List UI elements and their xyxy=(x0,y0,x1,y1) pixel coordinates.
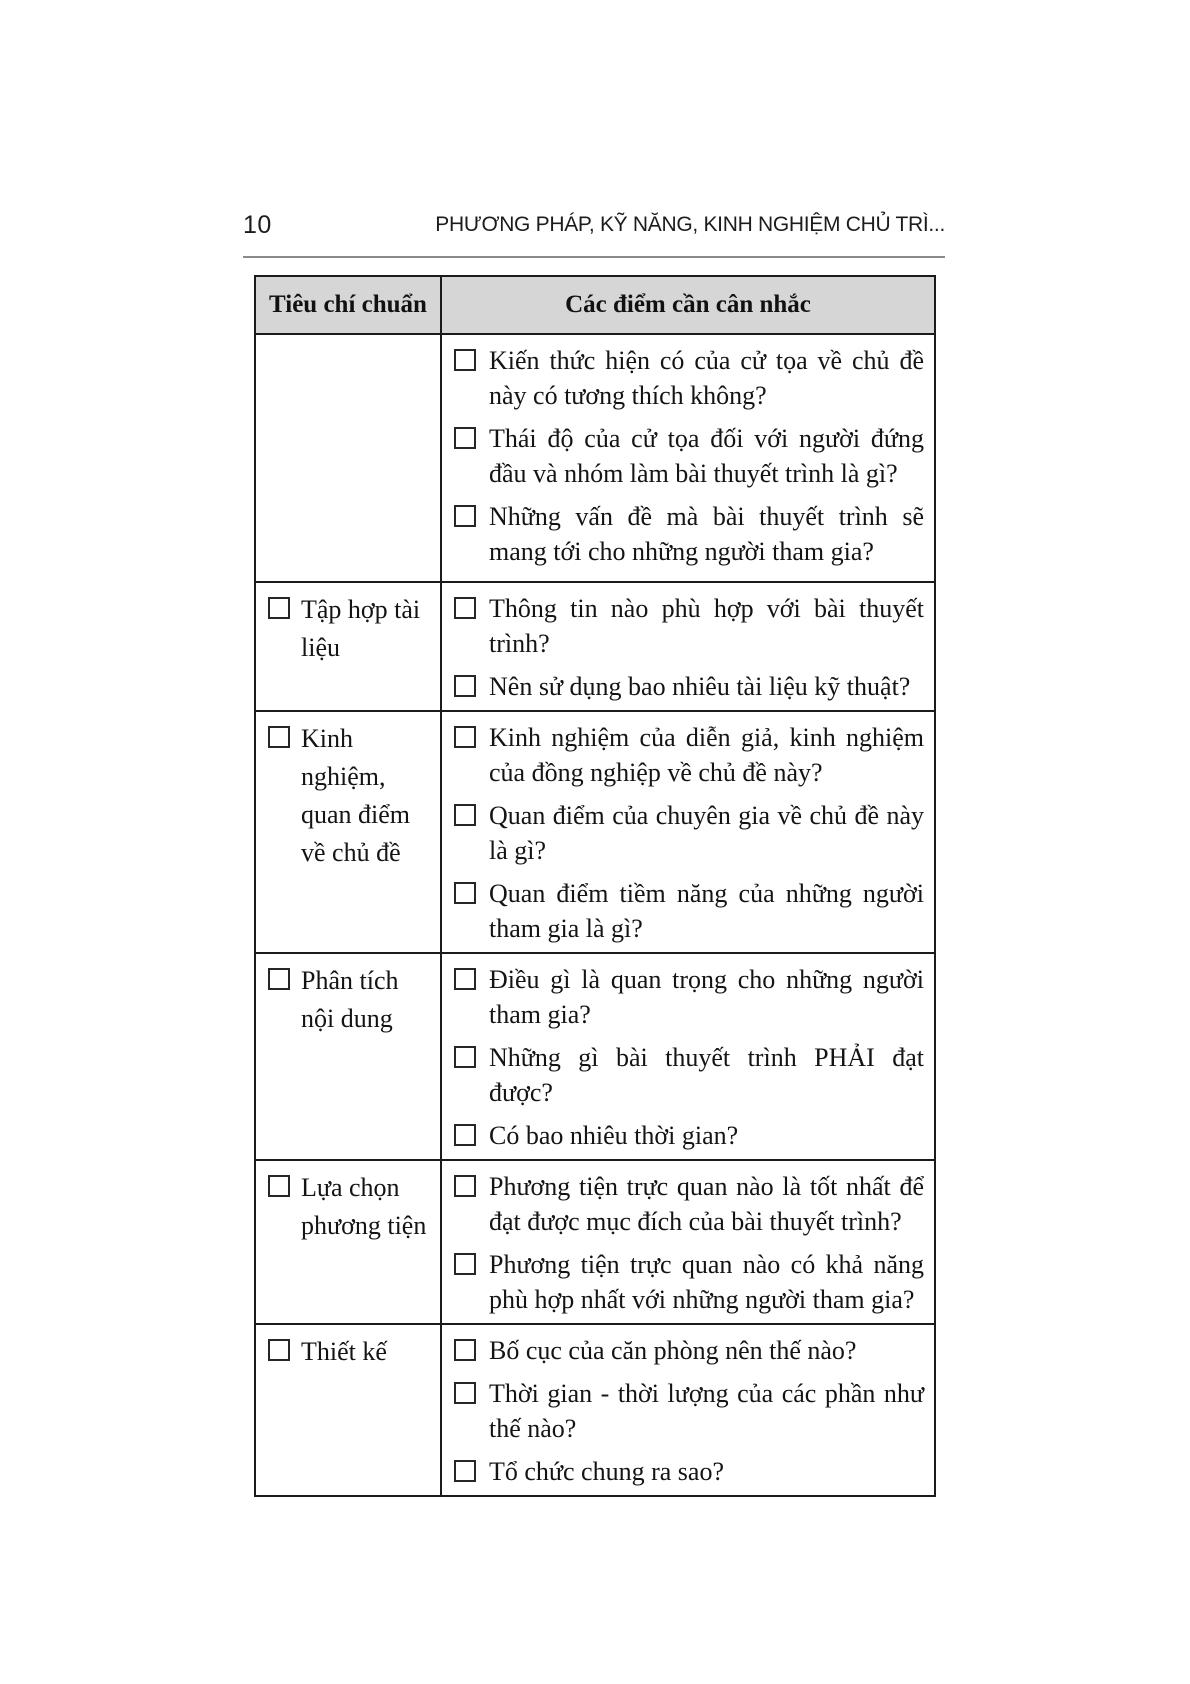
checklist-item xyxy=(452,669,924,704)
col-header-criteria: Tiêu chí chuẩn xyxy=(255,276,441,334)
checklist-item xyxy=(452,343,924,413)
checklist-item-text: Phương tiện trực quan nào là tốt nhất để đạt được mục đích của bài thuyết trình? xyxy=(489,1172,924,1236)
checklist-item-text: Quan điểm tiềm năng của những người tham gia là gì? xyxy=(489,879,924,943)
checklist-item xyxy=(452,962,924,1032)
checklist-item-text: Thời gian - thời lượng của các phần như thế nào? xyxy=(489,1379,924,1443)
criterion-label: Tập hợp tài liệu xyxy=(301,595,421,662)
checklist-item-text: Nên sử dụng bao nhiêu tài liệu kỹ thuật? xyxy=(489,672,911,701)
checkbox-icon xyxy=(454,1046,476,1068)
table-row xyxy=(255,711,935,953)
checklist-item-text: Thông tin nào phù hợp với bài thuyết trình? xyxy=(489,594,924,658)
criterion-cell xyxy=(255,334,441,582)
checklist-item xyxy=(452,1118,924,1153)
checklist-item-text: Điều gì là quan trọng cho những người tham gia? xyxy=(489,965,924,1029)
table-header-row xyxy=(255,276,935,334)
criterion-cell xyxy=(255,1324,441,1496)
checkbox-icon xyxy=(454,1382,476,1404)
criterion-item xyxy=(266,1169,430,1245)
checkbox-icon xyxy=(454,1339,476,1361)
table-row xyxy=(255,334,935,582)
table-row xyxy=(255,1324,935,1496)
checkbox-icon xyxy=(454,726,476,748)
checkbox-icon xyxy=(454,1253,476,1275)
checklist-item xyxy=(452,421,924,491)
checkbox-icon xyxy=(454,349,476,371)
checkbox-icon xyxy=(454,968,476,990)
checklist-item xyxy=(452,798,924,868)
checkbox-icon xyxy=(454,804,476,826)
criterion-item xyxy=(266,591,430,667)
checklist-item xyxy=(452,720,924,790)
checkbox-icon xyxy=(454,1175,476,1197)
checklist-item xyxy=(452,1169,924,1239)
checklist-item xyxy=(452,1333,924,1368)
checkbox-icon xyxy=(268,597,290,619)
checklist-item xyxy=(452,591,924,661)
criterion-label: Thiết kế xyxy=(301,1337,387,1366)
checkbox-icon xyxy=(268,1175,290,1197)
checklist-item xyxy=(452,499,924,569)
checklist-item xyxy=(452,1247,924,1317)
checklist-item-text: Kiến thức hiện có của cử tọa về chủ đề này có tương thích không? xyxy=(489,346,924,410)
checklist-item-text: Thái độ của cử tọa đối với người đứng đầu và nhóm làm bài thuyết trình là gì? xyxy=(489,424,924,488)
points-cell xyxy=(441,1160,935,1324)
running-title: PHƯƠNG PHÁP, KỸ NĂNG, KINH NGHIỆM CHỦ TRÌ... xyxy=(435,213,945,236)
col-header-points: Các điểm cần cân nhắc xyxy=(441,276,935,334)
checkbox-icon xyxy=(268,968,290,990)
points-cell xyxy=(441,711,935,953)
criterion-label: Lựa chọn phương tiện xyxy=(301,1173,427,1240)
table-row xyxy=(255,582,935,711)
checkbox-icon xyxy=(268,726,290,748)
checklist-item-text: Có bao nhiêu thời gian? xyxy=(489,1121,739,1150)
checklist-item xyxy=(452,1376,924,1446)
table-row xyxy=(255,1160,935,1324)
criterion-cell xyxy=(255,1160,441,1324)
checklist-item-text: Những gì bài thuyết trình PHẢI đạt được? xyxy=(489,1043,924,1107)
checklist-item xyxy=(452,1040,924,1110)
criterion-label: Phân tích nội dung xyxy=(301,966,399,1033)
checkbox-icon xyxy=(454,505,476,527)
checklist-item-text: Những vấn đề mà bài thuyết trình sẽ mang tới cho những người tham gia? xyxy=(489,502,924,566)
points-cell xyxy=(441,582,935,711)
running-head xyxy=(243,210,945,258)
criteria-table xyxy=(254,275,936,1497)
checkbox-icon xyxy=(268,1339,290,1361)
criterion-cell xyxy=(255,582,441,711)
checklist-item-text: Bố cục của căn phòng nên thế nào? xyxy=(489,1336,857,1365)
checkbox-icon xyxy=(454,597,476,619)
checklist-item-text: Phương tiện trực quan nào có khả năng phù hợp nhất với những người tham gia? xyxy=(489,1250,924,1314)
checkbox-icon xyxy=(454,1124,476,1146)
table-row xyxy=(255,953,935,1160)
checkbox-icon xyxy=(454,675,476,697)
page-number: 10 xyxy=(243,211,272,239)
checklist-item xyxy=(452,1454,924,1489)
criterion-item xyxy=(266,720,430,872)
points-cell xyxy=(441,953,935,1160)
criterion-label: Kinh nghiệm, quan điểm về chủ đề xyxy=(301,724,411,867)
criterion-item xyxy=(266,962,430,1038)
criterion-item xyxy=(266,1333,430,1371)
criterion-cell xyxy=(255,711,441,953)
checkbox-icon xyxy=(454,1460,476,1482)
checklist-item-text: Kinh nghiệm của diễn giả, kinh nghiệm của đồng nghiệp về chủ đề này? xyxy=(489,723,924,787)
checklist-item xyxy=(452,876,924,946)
checkbox-icon xyxy=(454,427,476,449)
criterion-cell xyxy=(255,953,441,1160)
checklist-item-text: Quan điểm của chuyên gia về chủ đề này là gì? xyxy=(489,801,924,865)
points-cell xyxy=(441,334,935,582)
checklist-item-text: Tổ chức chung ra sao? xyxy=(489,1457,724,1486)
checkbox-icon xyxy=(454,882,476,904)
points-cell xyxy=(441,1324,935,1496)
